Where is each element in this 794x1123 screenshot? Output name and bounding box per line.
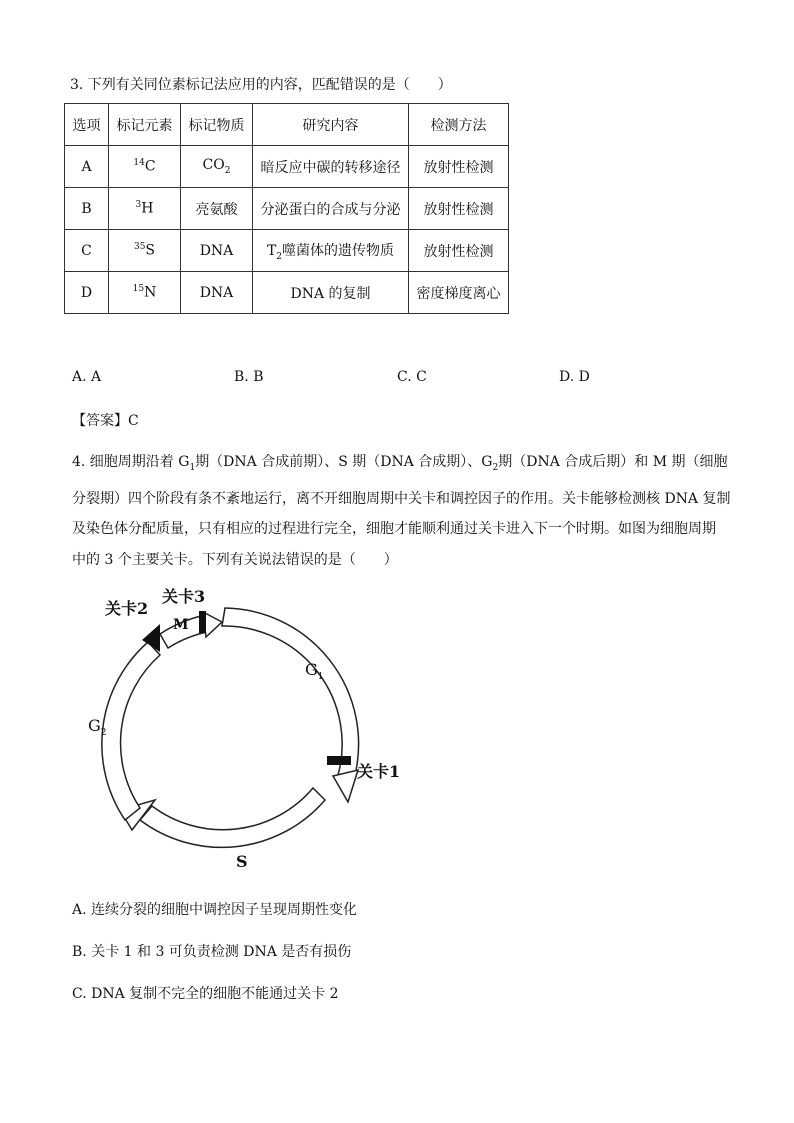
element-cell: $^{15}$N (109, 272, 181, 314)
substance-cell: $CO_2$ (181, 146, 253, 188)
header-cell: 选项 (65, 104, 109, 146)
g2-phase-label: $G_2$ (88, 716, 107, 739)
question-4-line-2: 分裂期）四个阶段有条不紊地运行，离不开细胞周期中关卡和调控因子的作用。关卡能够检测核 DNA 复制 (72, 491, 731, 507)
isotope-table (64, 103, 509, 314)
substance-cell: 亮氨酸 (181, 188, 253, 230)
table-row (65, 272, 509, 314)
element-cell: $^{14}$C (109, 146, 181, 188)
table-row (65, 146, 509, 188)
question-3-stem: 3. 下列有关同位素标记法应用的内容，匹配错误的是（ ） (70, 77, 452, 93)
checkpoint-3-label: 关卡3 (162, 587, 206, 606)
m-phase-label: M (173, 617, 189, 633)
element-cell: $^{35}$S (109, 230, 181, 272)
content-cell: DNA 的复制 (253, 272, 409, 314)
option-cell: A (65, 146, 109, 188)
substance-cell: DNA (181, 230, 253, 272)
option-d[interactable]: D. D (559, 369, 590, 385)
cell-cycle-diagram (70, 580, 430, 890)
checkpoint-1-marker (327, 756, 351, 765)
table-header-row (65, 104, 509, 146)
header-cell: 标记物质 (181, 104, 253, 146)
option-b[interactable]: B. B (234, 369, 264, 385)
s-phase-arrow (140, 788, 325, 847)
method-cell: 密度梯度离心 (409, 272, 509, 314)
method-cell: 放射性检测 (409, 230, 509, 272)
g1-arrowhead (333, 770, 358, 802)
checkpoint-1-label: 关卡1 (357, 762, 401, 781)
option-cell: B (65, 188, 109, 230)
answer-line: 【答案】C (72, 413, 139, 429)
question-4-line-4: 中的 3 个主要关卡。下列有关说法错误的是（ ） (72, 552, 398, 568)
checkpoint-3-marker (199, 611, 206, 633)
s-phase-label: S (236, 852, 248, 871)
option-cell: D (65, 272, 109, 314)
option-a[interactable]: A. A (72, 369, 102, 385)
content-cell: 暗反应中碳的转移途径 (253, 146, 409, 188)
checkpoint-2-label: 关卡2 (105, 599, 149, 618)
option-a[interactable]: A. 连续分裂的细胞中调控因子呈现周期性变化 (72, 902, 358, 918)
content-cell: 分泌蛋白的合成与分泌 (253, 188, 409, 230)
header-cell: 标记元素 (109, 104, 181, 146)
option-b[interactable]: B. 关卡 1 和 3 可负责检测 DNA 是否有损伤 (72, 944, 352, 960)
question-4-line-1: 4. 细胞周期沿着 $G_1$期（DNA 合成前期）、S 期（DNA 合成期）、$G_2$期（DNA 合成后期）和 M 期（细胞 (72, 454, 728, 473)
option-cell: C (65, 230, 109, 272)
table-row (65, 230, 509, 272)
g2-phase-arrow (102, 642, 160, 820)
substance-cell: DNA (181, 272, 253, 314)
method-cell: 放射性检测 (409, 188, 509, 230)
option-c[interactable]: C. DNA 复制不完全的细胞不能通过关卡 2 (72, 986, 339, 1002)
content-cell: $T_2$噬菌体的遗传物质 (253, 230, 409, 272)
method-cell: 放射性检测 (409, 146, 509, 188)
element-cell: $^3$H (109, 188, 181, 230)
g1-phase-label: $G_1$ (305, 660, 324, 683)
table-row (65, 188, 509, 230)
question-4-line-3: 及染色体分配质量，只有相应的过程进行完全，细胞才能顺利通过关卡进入下一个时期。如图为细胞周期 (72, 521, 716, 537)
header-cell: 检测方法 (409, 104, 509, 146)
header-cell: 研究内容 (253, 104, 409, 146)
option-c[interactable]: C. C (397, 369, 427, 385)
g1-phase-arrow (222, 608, 359, 775)
